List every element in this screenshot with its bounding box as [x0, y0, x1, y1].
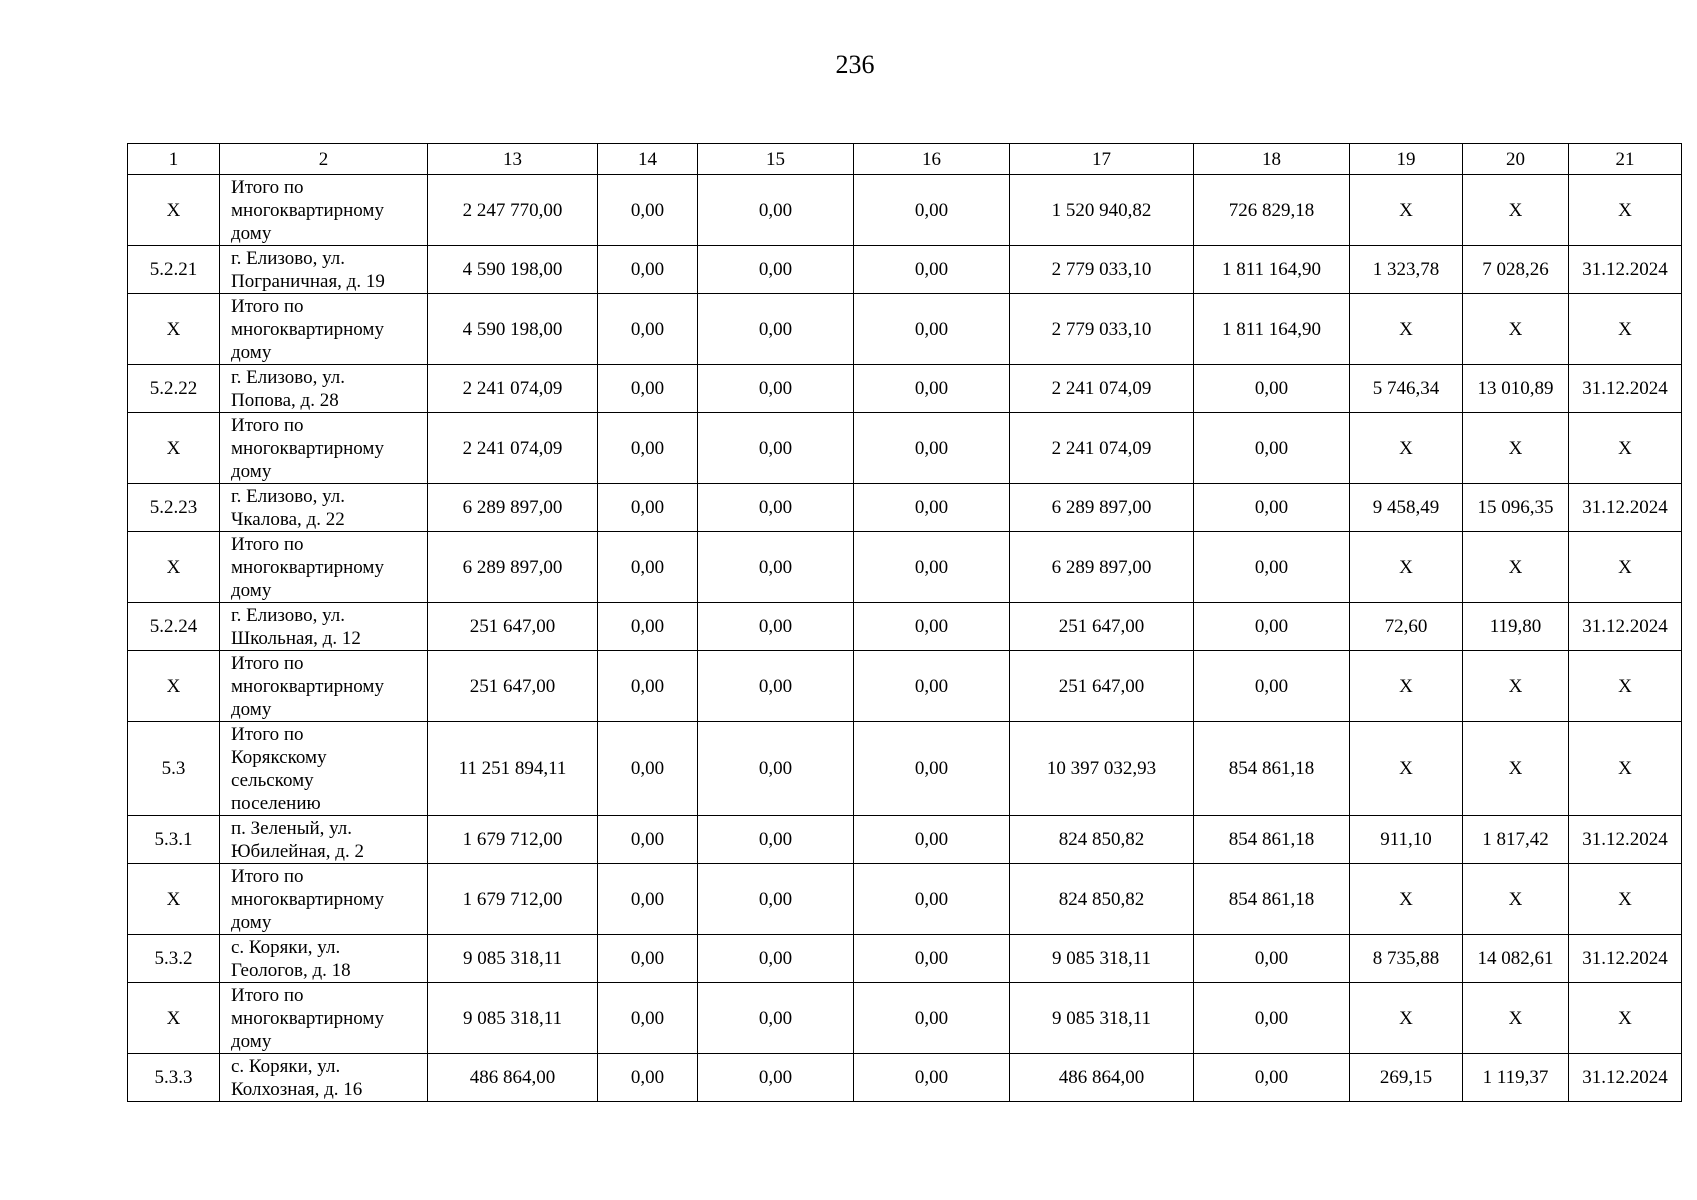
- row-number-cell: Х: [128, 864, 220, 935]
- address-cell: г. Елизово, ул. Попова, д. 28: [220, 365, 428, 413]
- value-cell: 0,00: [598, 935, 698, 983]
- value-cell: 0,00: [698, 722, 854, 816]
- table-row: [128, 983, 1682, 1054]
- value-cell: 1 323,78: [1350, 246, 1463, 294]
- table-row: [128, 935, 1682, 983]
- value-cell: 0,00: [698, 651, 854, 722]
- address-cell: Итого по многоквартирному дому: [220, 413, 428, 484]
- table-row: [128, 484, 1682, 532]
- value-cell: 0,00: [1194, 1054, 1350, 1102]
- value-cell: 72,60: [1350, 603, 1463, 651]
- value-cell: 2 241 074,09: [428, 365, 598, 413]
- value-cell: 0,00: [698, 816, 854, 864]
- address-cell: г. Елизово, ул. Школьная, д. 12: [220, 603, 428, 651]
- row-number-cell: 5.2.22: [128, 365, 220, 413]
- value-cell: Х: [1350, 651, 1463, 722]
- value-cell: 726 829,18: [1194, 175, 1350, 246]
- value-cell: Х: [1569, 722, 1682, 816]
- value-cell: 1 817,42: [1463, 816, 1569, 864]
- value-cell: Х: [1569, 294, 1682, 365]
- address-cell: г. Елизово, ул. Пограничная, д. 19: [220, 246, 428, 294]
- value-cell: Х: [1463, 413, 1569, 484]
- value-cell: 31.12.2024: [1569, 603, 1682, 651]
- value-cell: 0,00: [598, 864, 698, 935]
- value-cell: 854 861,18: [1194, 816, 1350, 864]
- header-cell: 19: [1350, 144, 1463, 175]
- value-cell: 119,80: [1463, 603, 1569, 651]
- value-cell: 2 241 074,09: [1010, 365, 1194, 413]
- row-number-cell: Х: [128, 651, 220, 722]
- row-number-cell: 5.3.1: [128, 816, 220, 864]
- value-cell: 0,00: [698, 935, 854, 983]
- value-cell: Х: [1569, 864, 1682, 935]
- value-cell: 0,00: [854, 246, 1010, 294]
- value-cell: Х: [1569, 175, 1682, 246]
- address-cell: Итого по многоквартирному дому: [220, 651, 428, 722]
- address-cell: с. Коряки, ул. Геологов, д. 18: [220, 935, 428, 983]
- row-number-cell: 5.3.3: [128, 1054, 220, 1102]
- page-number: 236: [835, 50, 875, 79]
- table-body: [128, 144, 1682, 1102]
- value-cell: 6 289 897,00: [428, 532, 598, 603]
- value-cell: 10 397 032,93: [1010, 722, 1194, 816]
- value-cell: Х: [1350, 294, 1463, 365]
- value-cell: 1 811 164,90: [1194, 246, 1350, 294]
- value-cell: 0,00: [854, 651, 1010, 722]
- value-cell: 31.12.2024: [1569, 365, 1682, 413]
- value-cell: 0,00: [1194, 532, 1350, 603]
- value-cell: 0,00: [598, 175, 698, 246]
- value-cell: 8 735,88: [1350, 935, 1463, 983]
- value-cell: 0,00: [854, 983, 1010, 1054]
- value-cell: 31.12.2024: [1569, 816, 1682, 864]
- row-number-cell: 5.2.24: [128, 603, 220, 651]
- value-cell: 14 082,61: [1463, 935, 1569, 983]
- address-cell: г. Елизово, ул. Чкалова, д. 22: [220, 484, 428, 532]
- value-cell: 6 289 897,00: [428, 484, 598, 532]
- value-cell: 486 864,00: [1010, 1054, 1194, 1102]
- row-number-cell: Х: [128, 532, 220, 603]
- value-cell: 31.12.2024: [1569, 246, 1682, 294]
- value-cell: Х: [1463, 864, 1569, 935]
- value-cell: 9 085 318,11: [1010, 983, 1194, 1054]
- value-cell: 0,00: [1194, 365, 1350, 413]
- value-cell: 0,00: [698, 864, 854, 935]
- value-cell: 2 241 074,09: [1010, 413, 1194, 484]
- value-cell: 911,10: [1350, 816, 1463, 864]
- value-cell: 31.12.2024: [1569, 1054, 1682, 1102]
- value-cell: 31.12.2024: [1569, 484, 1682, 532]
- row-number-cell: Х: [128, 413, 220, 484]
- table-row: [128, 413, 1682, 484]
- table-row: [128, 864, 1682, 935]
- value-cell: 0,00: [598, 246, 698, 294]
- value-cell: 5 746,34: [1350, 365, 1463, 413]
- value-cell: 1 679 712,00: [428, 864, 598, 935]
- value-cell: 0,00: [854, 864, 1010, 935]
- value-cell: Х: [1350, 864, 1463, 935]
- value-cell: 0,00: [854, 935, 1010, 983]
- value-cell: 251 647,00: [428, 603, 598, 651]
- value-cell: Х: [1463, 532, 1569, 603]
- table-row: [128, 1054, 1682, 1102]
- header-cell: 20: [1463, 144, 1569, 175]
- value-cell: 251 647,00: [1010, 651, 1194, 722]
- value-cell: 6 289 897,00: [1010, 484, 1194, 532]
- value-cell: 0,00: [698, 365, 854, 413]
- value-cell: 6 289 897,00: [1010, 532, 1194, 603]
- value-cell: 31.12.2024: [1569, 935, 1682, 983]
- value-cell: 0,00: [854, 722, 1010, 816]
- address-cell: Итого по многоквартирному дому: [220, 532, 428, 603]
- value-cell: 854 861,18: [1194, 722, 1350, 816]
- header-cell: 15: [698, 144, 854, 175]
- value-cell: 0,00: [698, 1054, 854, 1102]
- table-row: [128, 651, 1682, 722]
- table-row: [128, 175, 1682, 246]
- value-cell: 0,00: [854, 413, 1010, 484]
- value-cell: Х: [1350, 722, 1463, 816]
- value-cell: 1 811 164,90: [1194, 294, 1350, 365]
- value-cell: 0,00: [598, 983, 698, 1054]
- value-cell: 0,00: [598, 1054, 698, 1102]
- value-cell: 0,00: [698, 983, 854, 1054]
- value-cell: 7 028,26: [1463, 246, 1569, 294]
- value-cell: 0,00: [598, 651, 698, 722]
- address-cell: с. Коряки, ул. Колхозная, д. 16: [220, 1054, 428, 1102]
- row-number-cell: Х: [128, 175, 220, 246]
- value-cell: 4 590 198,00: [428, 246, 598, 294]
- value-cell: 0,00: [1194, 603, 1350, 651]
- value-cell: 0,00: [598, 722, 698, 816]
- row-number-cell: 5.2.21: [128, 246, 220, 294]
- header-cell: 21: [1569, 144, 1682, 175]
- value-cell: Х: [1569, 983, 1682, 1054]
- header-cell: 13: [428, 144, 598, 175]
- address-cell: п. Зеленый, ул. Юбилейная, д. 2: [220, 816, 428, 864]
- value-cell: 824 850,82: [1010, 816, 1194, 864]
- value-cell: 2 247 770,00: [428, 175, 598, 246]
- table-row: [128, 816, 1682, 864]
- value-cell: Х: [1350, 983, 1463, 1054]
- value-cell: 0,00: [854, 294, 1010, 365]
- value-cell: 0,00: [1194, 484, 1350, 532]
- value-cell: Х: [1463, 294, 1569, 365]
- value-cell: 0,00: [854, 532, 1010, 603]
- value-cell: 854 861,18: [1194, 864, 1350, 935]
- table-row: [128, 294, 1682, 365]
- header-cell: 1: [128, 144, 220, 175]
- value-cell: 1 679 712,00: [428, 816, 598, 864]
- table-row: [128, 532, 1682, 603]
- value-cell: 1 119,37: [1463, 1054, 1569, 1102]
- header-cell: 14: [598, 144, 698, 175]
- table-row: [128, 722, 1682, 816]
- value-cell: Х: [1350, 532, 1463, 603]
- value-cell: 251 647,00: [1010, 603, 1194, 651]
- address-cell: Итого по многоквартирному дому: [220, 294, 428, 365]
- value-cell: 4 590 198,00: [428, 294, 598, 365]
- value-cell: 269,15: [1350, 1054, 1463, 1102]
- value-cell: 15 096,35: [1463, 484, 1569, 532]
- value-cell: 0,00: [854, 175, 1010, 246]
- row-number-cell: 5.3.2: [128, 935, 220, 983]
- value-cell: Х: [1463, 983, 1569, 1054]
- value-cell: 9 085 318,11: [428, 935, 598, 983]
- value-cell: Х: [1463, 651, 1569, 722]
- header-row: [128, 144, 1682, 175]
- value-cell: 2 779 033,10: [1010, 294, 1194, 365]
- value-cell: 0,00: [698, 175, 854, 246]
- value-cell: 2 779 033,10: [1010, 246, 1194, 294]
- value-cell: 2 241 074,09: [428, 413, 598, 484]
- value-cell: Х: [1569, 532, 1682, 603]
- value-cell: 11 251 894,11: [428, 722, 598, 816]
- value-cell: 0,00: [698, 484, 854, 532]
- value-cell: 0,00: [598, 603, 698, 651]
- value-cell: 0,00: [1194, 935, 1350, 983]
- header-cell: 2: [220, 144, 428, 175]
- value-cell: 0,00: [598, 365, 698, 413]
- value-cell: 0,00: [854, 603, 1010, 651]
- value-cell: 0,00: [598, 532, 698, 603]
- data-table: [127, 143, 1682, 1102]
- value-cell: 9 085 318,11: [428, 983, 598, 1054]
- value-cell: 0,00: [598, 294, 698, 365]
- value-cell: 0,00: [854, 1054, 1010, 1102]
- value-cell: 0,00: [1194, 651, 1350, 722]
- table-row: [128, 246, 1682, 294]
- value-cell: 9 458,49: [1350, 484, 1463, 532]
- value-cell: Х: [1569, 413, 1682, 484]
- value-cell: Х: [1569, 651, 1682, 722]
- value-cell: Х: [1350, 413, 1463, 484]
- value-cell: 0,00: [698, 532, 854, 603]
- row-number-cell: Х: [128, 294, 220, 365]
- address-cell: Итого по многоквартирному дому: [220, 983, 428, 1054]
- value-cell: 0,00: [1194, 983, 1350, 1054]
- value-cell: Х: [1350, 175, 1463, 246]
- header-cell: 18: [1194, 144, 1350, 175]
- row-number-cell: Х: [128, 983, 220, 1054]
- value-cell: 1 520 940,82: [1010, 175, 1194, 246]
- address-cell: Итого по Корякскому сельскому поселению: [220, 722, 428, 816]
- value-cell: 0,00: [698, 294, 854, 365]
- value-cell: 0,00: [1194, 413, 1350, 484]
- table-row: [128, 603, 1682, 651]
- value-cell: 0,00: [854, 365, 1010, 413]
- table-row: [128, 365, 1682, 413]
- address-cell: Итого по многоквартирному дому: [220, 175, 428, 246]
- header-cell: 16: [854, 144, 1010, 175]
- value-cell: 486 864,00: [428, 1054, 598, 1102]
- value-cell: 0,00: [598, 484, 698, 532]
- row-number-cell: 5.2.23: [128, 484, 220, 532]
- value-cell: 13 010,89: [1463, 365, 1569, 413]
- value-cell: 0,00: [698, 246, 854, 294]
- row-number-cell: 5.3: [128, 722, 220, 816]
- value-cell: 0,00: [598, 816, 698, 864]
- value-cell: 9 085 318,11: [1010, 935, 1194, 983]
- value-cell: 0,00: [698, 413, 854, 484]
- value-cell: 0,00: [854, 484, 1010, 532]
- value-cell: Х: [1463, 722, 1569, 816]
- header-cell: 17: [1010, 144, 1194, 175]
- value-cell: 824 850,82: [1010, 864, 1194, 935]
- value-cell: 251 647,00: [428, 651, 598, 722]
- value-cell: 0,00: [854, 816, 1010, 864]
- value-cell: 0,00: [598, 413, 698, 484]
- value-cell: 0,00: [698, 603, 854, 651]
- address-cell: Итого по многоквартирному дому: [220, 864, 428, 935]
- value-cell: Х: [1463, 175, 1569, 246]
